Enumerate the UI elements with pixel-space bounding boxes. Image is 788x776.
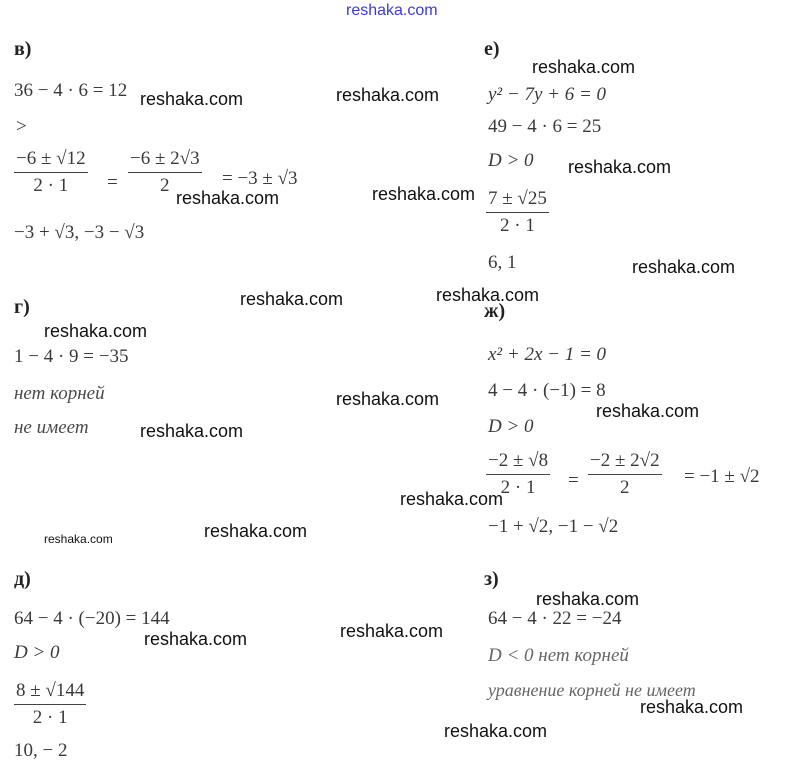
roots-line: 10, − 2 bbox=[14, 740, 68, 761]
equation-line: > bbox=[16, 116, 27, 137]
text-line: не имеет bbox=[14, 417, 89, 438]
equation-line: D > 0 bbox=[488, 416, 534, 437]
watermark: reshaka.com bbox=[140, 89, 244, 109]
site-link[interactable]: reshaka.com bbox=[346, 2, 438, 19]
equation-line: D > 0 bbox=[488, 150, 534, 171]
watermark: reshaka.com bbox=[400, 489, 504, 509]
equation-line: 49 − 4 · 6 = 25 bbox=[488, 116, 602, 137]
equation-line: 64 − 4 · 22 = −24 bbox=[488, 608, 622, 629]
fraction-denominator: 2 · 1 bbox=[33, 175, 69, 196]
equals-sign: = bbox=[107, 172, 118, 193]
watermark: reshaka.com bbox=[568, 157, 672, 177]
equation-line: D > 0 bbox=[14, 642, 60, 663]
section-label-e: е) bbox=[484, 38, 500, 60]
watermark: reshaka.com bbox=[144, 629, 248, 649]
equation-line: 36 − 4 · 6 = 12 bbox=[14, 80, 128, 101]
equation-line: 64 − 4 · (−20) = 144 bbox=[14, 608, 170, 629]
fraction-numerator: 8 ± √144 bbox=[14, 680, 86, 705]
fraction bbox=[14, 680, 86, 729]
section-label-g: г) bbox=[14, 296, 30, 318]
watermark: reshaka.com bbox=[140, 421, 244, 441]
watermark: reshaka.com bbox=[372, 184, 476, 204]
equation-line: 1 − 4 · 9 = −35 bbox=[14, 346, 129, 367]
watermark: reshaka.com bbox=[44, 321, 148, 341]
fraction-denominator: 2 bbox=[160, 175, 170, 196]
watermark: reshaka.com bbox=[596, 401, 700, 421]
fraction-denominator: 2 · 1 bbox=[500, 215, 535, 236]
fraction-numerator: −2 ± √8 bbox=[486, 450, 550, 475]
fraction-numerator: −6 ± 2√3 bbox=[128, 148, 202, 173]
watermark: reshaka.com bbox=[340, 621, 444, 641]
equation-line: 4 − 4 · (−1) = 8 bbox=[488, 380, 606, 401]
fraction-denominator: 2 · 1 bbox=[500, 477, 536, 498]
fraction bbox=[14, 148, 88, 197]
fraction-denominator: 2 bbox=[620, 477, 630, 498]
watermark: reshaka.com bbox=[632, 257, 736, 277]
watermark: reshaka.com bbox=[640, 697, 744, 717]
watermark: reshaka.com bbox=[444, 721, 548, 741]
fraction-numerator: −2 ± 2√2 bbox=[588, 450, 662, 475]
watermark: reshaka.com bbox=[336, 85, 440, 105]
watermark: reshaka.com bbox=[204, 521, 308, 541]
watermark-small: reshaka.com bbox=[44, 532, 113, 546]
roots-line: −1 + √2, −1 − √2 bbox=[488, 516, 619, 537]
section-label-zh: ж) bbox=[484, 300, 506, 322]
equation-line: x² + 2x − 1 = 0 bbox=[488, 344, 607, 365]
fraction-numerator: −6 ± √12 bbox=[14, 148, 88, 173]
text-line: нет корней bbox=[14, 383, 105, 404]
text-line: D < 0 нет корней bbox=[488, 645, 629, 666]
watermark: reshaka.com bbox=[336, 389, 440, 409]
equation-result: = −1 ± √2 bbox=[684, 466, 760, 487]
section-label-z: з) bbox=[484, 568, 499, 590]
text-line: уравнение корней не имеет bbox=[488, 680, 696, 700]
section-label-v: в) bbox=[14, 38, 32, 60]
equation-result: = −3 ± √3 bbox=[222, 168, 298, 189]
watermark: reshaka.com bbox=[536, 589, 640, 609]
fraction-numerator: 7 ± √25 bbox=[486, 188, 549, 213]
equation-line: y² − 7y + 6 = 0 bbox=[488, 84, 607, 105]
roots-line: 6, 1 bbox=[488, 252, 517, 273]
watermark: reshaka.com bbox=[176, 188, 280, 208]
roots-line: −3 + √3, −3 − √3 bbox=[14, 222, 145, 243]
equals-sign: = bbox=[568, 470, 579, 491]
fraction bbox=[486, 188, 549, 237]
watermark: reshaka.com bbox=[532, 57, 636, 77]
watermark: reshaka.com bbox=[240, 289, 344, 309]
fraction-denominator: 2 · 1 bbox=[32, 707, 68, 728]
fraction bbox=[588, 450, 662, 499]
watermark: reshaka.com bbox=[436, 285, 540, 305]
section-label-d: д) bbox=[14, 568, 31, 590]
